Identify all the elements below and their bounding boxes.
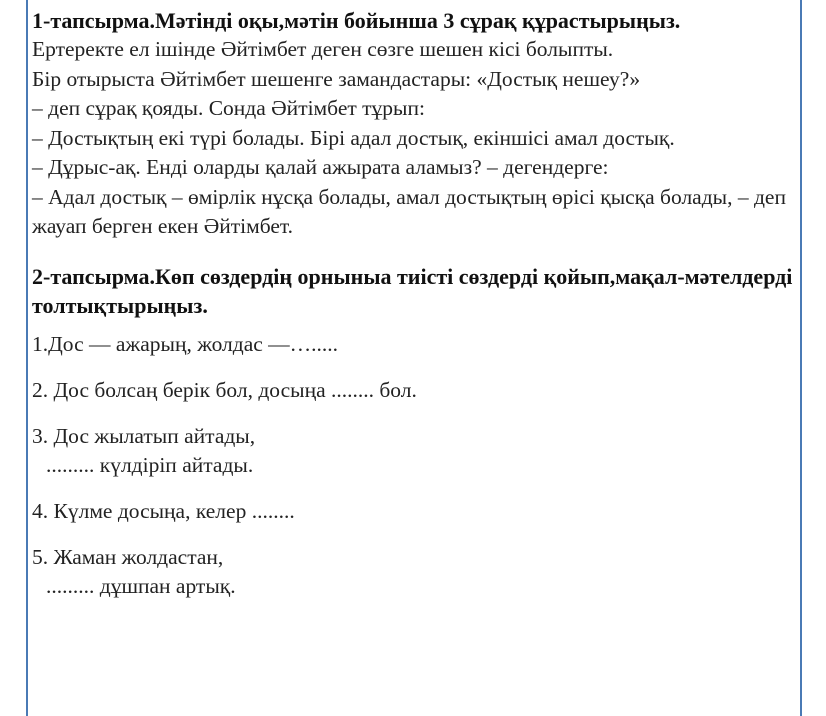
task2-title: 2-тапсырма.Көп сөздердің орныныа тиісті сөздерді қойып,мақал-мәтелдерді толтықтырыңыз. (32, 263, 793, 318)
passage-line: Бір отырыста Әйтімбет шешенге замандастары: «Достық нешеу?» (32, 66, 641, 91)
page-frame (26, 0, 802, 716)
task1-passage (32, 35, 800, 242)
task1-title: 1-тапсырма.Мәтінді оқы,мәтін бойынша 3 сұрақ құрастырыңыз. (32, 8, 681, 33)
proverb-item-4 (32, 497, 800, 526)
proverb-text-continued: ......... дұшпан артық. (46, 573, 236, 598)
proverb-item-2 (32, 376, 800, 405)
passage-line: – Достықтың екі түрі болады. Бірі адал достық, екіншісі амал достық. (32, 125, 675, 150)
passage-line: – Адал достық – өмірлік нұсқа болады, амал достықтың өрісі қысқа болады, – деп жауап берген екен Әйтімбет. (32, 184, 786, 238)
proverb-item-5 (32, 543, 800, 601)
passage-line: – Дұрыс-ақ. Енді оларды қалай ажырата аламыз? – дегендерге: (32, 155, 609, 179)
task2-items (32, 330, 800, 601)
passage-line: Ертеректе ел ішінде Әйтімбет деген сөзге шешен кісі болыпты. (32, 37, 614, 61)
proverb-text: 4. Күлме досыңа, келер ........ (32, 498, 295, 523)
proverb-item-3 (32, 422, 800, 480)
proverb-text: 5. Жаман жолдастан, (32, 544, 224, 569)
proverb-item-1 (32, 330, 800, 359)
proverb-text: 2. Дос болсаң берік бол, досыңа ........ бол. (32, 377, 417, 402)
proverb-text: 3. Дос жылатып айтады, (32, 423, 256, 448)
document-content (32, 6, 800, 601)
proverb-text: 1.Дос — ажарың, жолдас —…..... (32, 331, 339, 356)
proverb-text-continued: ......... күлдіріп айтады. (46, 452, 254, 477)
passage-line: – деп сұрақ қояды. Сонда Әйтімбет тұрып: (32, 96, 425, 120)
